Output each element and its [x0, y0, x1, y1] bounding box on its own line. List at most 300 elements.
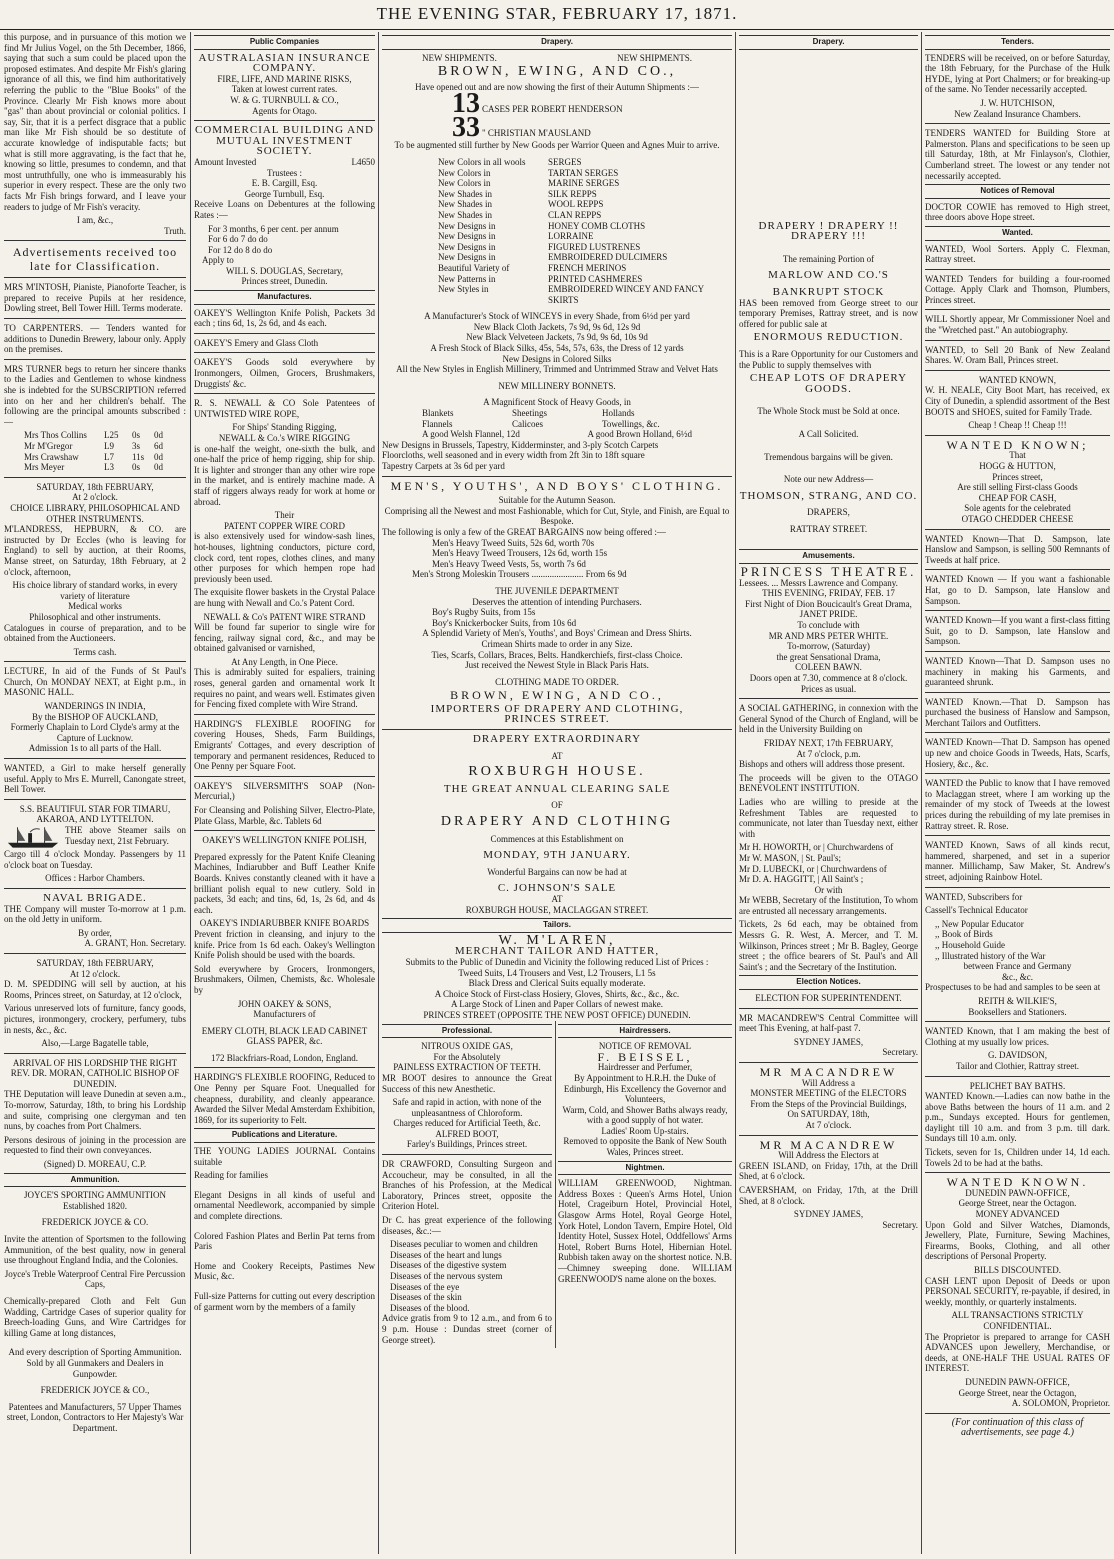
- newall-their: Their: [274, 510, 295, 521]
- column-rule: [190, 32, 191, 1554]
- heavy-goods-row: [382, 408, 732, 419]
- subscription-row: Mrs Meyer L3 0s 0d: [24, 462, 163, 473]
- society-secretary: WILL S. DOUGLAS, Secretary,: [225, 265, 344, 276]
- column-4: [739, 32, 918, 1554]
- australasian-title: AUSTRALASIAN INSURANCE COMPANY.: [198, 51, 371, 75]
- section-heading: Advertisements received too late for Classification.: [12, 245, 178, 274]
- auction-terms: Terms cash.: [73, 646, 117, 657]
- roxburgh-address: ROXBURGH HOUSE, MACLAGGAN STREET.: [465, 904, 649, 915]
- secretary-title: Secretary.: [882, 1047, 918, 1058]
- letter-signature: Truth.: [164, 225, 186, 236]
- building-society-title: COMMERCIAL BUILDING AND: [194, 124, 375, 137]
- continuation-note: (For continuation of this class of advertisements, see page 4.): [951, 1416, 1084, 1439]
- or-with: Or with: [814, 884, 843, 895]
- floorcloths-line: Floorcloths, well seasoned and in every width from 2ft 3in to 18ft square: [382, 450, 645, 461]
- building-society-title-2: MUTUAL INVESTMENT SOCIETY.: [216, 134, 353, 158]
- ladies-journal-line: Full-size Patterns for cutting out every description of garment worn by the members of a family: [194, 1290, 375, 1312]
- cheap-lots: CHEAP LOTS OF DRAPERY GOODS.: [749, 372, 908, 395]
- fabric-row: New Shades in CLAN REPPS: [438, 209, 602, 220]
- silks-line: New Designs in Colored Silks: [502, 353, 612, 364]
- boot-name: ALFRED BOOT,: [435, 1128, 499, 1139]
- naval-brigade-signature: A. GRANT, Hon. Secretary.: [84, 938, 186, 949]
- saws-recut: WANTED Known, Saws of all kinds recut, hammered, sharpened, and set in a superior manner. Millichamp, Saw Maker, St. Andrew's street, adjoining Rainbow Hotel.: [925, 840, 1110, 882]
- money-advanced: MONEY ADVANCED: [975, 1209, 1060, 1220]
- section-heading: Tenders.: [925, 35, 1110, 50]
- sampson-hat: WANTED Known — If you want a fashionable Hat, go to D. Sampson, late Hanslow and Sampson.: [925, 574, 1110, 606]
- diseases-list: [382, 1239, 552, 1313]
- theatre-prices: Prices as usual.: [800, 683, 857, 694]
- rate-line: For 3 months, 6 per cent. per annum: [208, 223, 339, 234]
- trustee: George Turnbull, Esq.: [244, 188, 325, 199]
- will-address: Will Address a: [801, 1077, 856, 1088]
- australasian-agents-for: Agents for Otago.: [252, 105, 317, 116]
- disease-item: Diseases of the nervous system: [390, 1271, 503, 1281]
- column-rule: [735, 32, 736, 1554]
- naval-brigade-order: By order,: [78, 927, 112, 938]
- wellington-polish-text: Prepared expressly for the Patent Knife Cleaning Machines, Indiarubber and Buff Leather Knife Boards. Knives constantly cleaned with it have a brilliant polish equal to new cutlery. Sold in packets, 3d each; and tins, 6d, 1s, 2s 6d, and 4s each.: [194, 851, 375, 915]
- boot-address: Farley's Buildings, Princes street.: [406, 1139, 528, 1150]
- churchwarden-line: Mr H. HOWORTH, or | Churchwardens of: [739, 842, 894, 853]
- sale-date: MONDAY, 9TH JANUARY.: [483, 849, 631, 862]
- sampson-remnants: WANTED Known—That D. Sampson, late Hanslow and Sampson, is selling 500 Remnants of Tweeds at half price.: [925, 533, 1110, 565]
- joyce-text: Invite the attention of Sportsmen to the following Ammunition, of the best quality, now in general use throughout England India, and the Colonies.: [4, 1234, 186, 1266]
- autobiography: WILL Shortly appear, Mr Commissioner Noel and the "Wretched past." An autobiography.: [925, 314, 1110, 336]
- fabric-row: New Designs in FIGURED LUSTRENES: [438, 241, 641, 252]
- auction-text: M'LANDRESS, HEPBURN, & CO. are instructed by Dr Eccles (who is leaving for England) to sell by auction, at their Rooms, Manse street, on Saturday, 18th February, at 2 o'clock, afternoon,: [4, 524, 186, 577]
- brown-ewing-footer: BROWN, EWING, AND CO.,: [450, 688, 664, 703]
- tender-hulk: TENDERS will be received, on or before Saturday, the 18th February, for the Purchase of the Hulk HYDE, lying at Port Chalmers; or for breaking-up of the same. No Tender necessarily accepted.: [925, 52, 1110, 95]
- cowie-removal: DOCTOR COWIE has removed to High street, three doors above Hope street.: [925, 201, 1110, 223]
- australasian-risks: FIRE, LIFE, AND MARINE RISKS,: [217, 73, 352, 84]
- auction-note: Catalogues in course of preparation, and to be obtained from the Auctioneers.: [4, 622, 186, 644]
- churchwarden-line: Mr D. A. HAGGITT, | All Saint's ;: [739, 874, 864, 885]
- social-gathering-secretary: Mr WEBB, Secretary of the Institution, To whom are entrusted all necessary arrangements.: [739, 895, 918, 916]
- apply-to: Apply to: [202, 255, 234, 266]
- heavy-goods-row: [382, 419, 732, 430]
- naval-brigade-title: NAVAL BRIGADE.: [43, 891, 147, 904]
- johnson-sale: C. JOHNSON'S SALE: [497, 882, 617, 895]
- social-gathering-text: A SOCIAL GATHERING, in connexion with the General Synod of the Church of England, will be held in the University Building on: [739, 703, 918, 735]
- mlaren-trade: MERCHANT TAILOR AND HATTER,: [454, 945, 660, 958]
- greenwood-text: WILLIAM GREENWOOD, Nightman. Address Boxes : Queen's Arms Hotel, Union Hotel, Crageiburn Hotel, Provincial Hotel, Glasgow Arms Hotel, Royal George Hotel, York Hotel, London Tavern, Empire Hotel, Old Identity Hotel, Sussex Hotel, Oddfellows' Arms Hotel, Robert Burns Hotel, Hibernian Hotel. Rubbish taken away on the shortest notice. N.B.—Chimney sweeping done. WILLIAM GREENWOOD'S name alone on the boxes.: [558, 1178, 732, 1284]
- cheap-line: Cheap ! Cheap !! Cheap !!!: [968, 420, 1067, 431]
- theatre-evening: THIS EVENING, FRIDAY, FEB. 17: [762, 588, 895, 599]
- millinery-line: All the New Styles in English Millinery, Trimmed and Untrimmed Straw and Velvet Hats: [396, 364, 718, 375]
- crawford-diseases-intro: Dr C. has great experience of the following diseases, &c.:—: [382, 1215, 552, 1236]
- wanted-known-title-3: WANTED KNOWN.: [946, 1175, 1089, 1190]
- sampson-business: WANTED Known.—That D. Sampson has purchased the business of Hanslow and Sampson, Merchant Tailors and Outfitters.: [925, 696, 1110, 728]
- naval-brigade-text: THE Company will muster To-morrow at 1 p.m. on the old Jetty in uniform.: [4, 903, 186, 925]
- oakey-knife-polish: OAKEY'S Wellington Knife Polish, Packets 3d each ; tins 6d, 1s, 2s 6d, and 4s each.: [194, 307, 375, 329]
- column-1: [4, 32, 186, 1554]
- disease-item: Diseases of the digestive system: [390, 1260, 507, 1271]
- knife-boards-title: OAKEY'S INDIARUBBER KNIFE BOARDS: [199, 918, 370, 929]
- bargains-intro: The following is only a few of the GREAT BARGAINS now being offered :—: [382, 526, 666, 537]
- beissel-title: F. BEISSEL,: [597, 1049, 693, 1064]
- fabric-row: New Designs in HONEY COMB CLOTHS: [438, 220, 646, 231]
- newall-cord-title: PATENT COPPER WIRE CORD: [223, 520, 346, 531]
- wellington-polish-title: OAKEY'S WELLINGTON KNIFE POLISH,: [202, 835, 367, 846]
- educator-etc: &c., &c.: [1002, 971, 1033, 982]
- heavy-goods-item: Calicoes: [512, 418, 543, 429]
- mlaren-line: Black Dress and Clerical Suits equally moderate.: [468, 978, 646, 989]
- brown-ewing-street: PRINCES STREET.: [504, 713, 610, 726]
- fabric-row: New Shades in WOOL REPPS: [438, 199, 604, 210]
- bills-discounted: BILLS DISCOUNTED.: [974, 1265, 1061, 1275]
- column-rule: [921, 32, 922, 1554]
- address-electors: Will Address the Electors at: [778, 1150, 879, 1161]
- ties-line: Ties, Scarfs, Collars, Braces, Belts. Handkerchiefs, first-class Choice.: [431, 649, 683, 660]
- newall-espaliers: This is admirably suited for espaliers, training roses, general garden and ornamental work It requires no paint, and wears well. Estimates given for Fencing fixed complete with Wire Strand.: [194, 667, 375, 710]
- auction-time: At 2 o'clock.: [72, 492, 118, 503]
- newall-strand-text: Will be found far superior to single wire for fencing, railway signal cord, &c., and may be obtained galvanised or varnished,: [194, 622, 375, 654]
- fabric-row: New Colors in TARTAN SERGES: [438, 167, 619, 178]
- section-heading: Wanted.: [925, 226, 1110, 241]
- davidson-clothing: WANTED Known, that I am making the best of Clothing at my usually low prices.: [925, 1026, 1110, 1047]
- reith-wilkie: REITH & WILKIE'S,: [978, 995, 1057, 1006]
- fabric-row: Beautiful Variety of FRENCH MERINOS: [438, 262, 627, 273]
- proprietor-note: The Proprietor is prepared to arrange for CASH ADVANCES upon Jewellery, Merchandise, or deeds, at ONE-HALF THE USUAL RATES OF INTEREST.: [925, 1331, 1110, 1374]
- fabric-row: New Designs in LORRAINE: [438, 231, 594, 242]
- at-label: AT: [551, 894, 563, 904]
- wanted-cottage: WANTED Tenders for building a four-roomed Cottage. Apply Clark and Thomson, Plumbers, Princes street.: [925, 273, 1110, 305]
- section-heading: Drapery.: [382, 35, 732, 50]
- mlaren-prices: Tweed Suits, L4 Trousers and Vest, L2 Trousers, L1 5s: [458, 967, 656, 978]
- column-3: [382, 32, 732, 1554]
- ladies-journal-line: Home and Cookery Receipts, Pastimes New Music, &c.: [194, 1260, 375, 1282]
- section-heading: Drapery.: [739, 35, 918, 50]
- wanted-known-title-2: WANTED KNOWN;: [946, 437, 1089, 452]
- opportunity-text: This is a Rare Opportunity for our Customers and the Public to supply themselves with: [739, 348, 918, 370]
- joyce-wadding: Chemically-prepared Cloth and Felt Gun Wadding, Cartridge Cases of superior quality for Breech-loading Guns, and Wire Cartridges for killing Game at long distances,: [4, 1295, 186, 1338]
- drapers: DRAPERS,: [807, 507, 850, 518]
- bank-shares: WANTED, to Sell 20 Bank of New Zealand Shares. W. Oram Ball, Princes street.: [925, 344, 1110, 366]
- crawford-hours: Advice gratis from 9 to 12 a.m., and from 6 to 9 p.m. House : Dundas street (corner of George street).: [382, 1313, 552, 1345]
- beissel-ladies: Ladies' Room Up-stairs.: [601, 1125, 689, 1136]
- column-2: [194, 32, 375, 1554]
- hh-that: That: [1009, 450, 1026, 461]
- lecture-speaker-detail: Formerly Chaplain to Lord Clyde's army at the Capture of Lucknow.: [10, 722, 180, 743]
- tender-store: TENDERS WANTED for Building Store at Palmerston. Plans and specifications to be seen up till Saturday, 18th, at Mr Finlayson's, Clothier, Cumberland street. The lowest or any tender not necessarily accepted.: [925, 128, 1110, 181]
- confidential: ALL TRANSACTIONS STRICTLY CONFIDENTIAL.: [951, 1310, 1084, 1331]
- made-to-order: CLOTHING MADE TO ORDER.: [495, 676, 619, 687]
- mlaren-line: A Large Stock of Linen and Paper Collars of newest make.: [450, 999, 664, 1010]
- churchwarden-line: Mr D. LUBECKI, or | Churchwardens of: [739, 863, 887, 874]
- juvenile-item: Boy's Knickerbocker Suits, from 10s 6d: [432, 617, 577, 628]
- social-gathering-proceeds: The proceeds will be given to the OTAGO BENEVOLENT INSTITUTION.: [739, 772, 918, 794]
- social-gathering-bishops: Bishops and others will address those present.: [739, 759, 905, 770]
- new-shipments-row: NEW SHIPMENTS. NEW SHIPMENTS.: [422, 52, 692, 63]
- meeting-time: At 7 o'clock.: [805, 1119, 852, 1130]
- advert-turner: MRS TURNER begs to return her sincere thanks to the Ladies and Gentlemen to whose kindness she is indebted for the SUBSCRIPTION referred into on her and her children's behalf. The following are the principal amounts subscribed :—: [4, 363, 186, 427]
- hogg-hutton: HOGG & HUTTON,: [979, 461, 1056, 471]
- arrival-signature: (Signed) D. MOREAU, C.P.: [43, 1159, 147, 1170]
- juvenile-item: Boy's Rugby Suits, from 15s: [432, 607, 536, 618]
- section-heading: Hairdressers.: [558, 1024, 732, 1039]
- spedding-date: SATURDAY, 18th FEBRUARY,: [36, 957, 154, 968]
- joyce-firm: FREDERICK JOYCE & CO.: [41, 1217, 149, 1228]
- macandrew-title-2: MR MACANDREW: [759, 1137, 898, 1152]
- pawn-office-footer: DUNEDIN PAWN-OFFICE,: [965, 1376, 1070, 1387]
- boot-charges: Charges reduced for Artificial Teeth, &c.: [393, 1118, 541, 1129]
- disease-item: Diseases of the blood.: [390, 1302, 470, 1313]
- caversham: CAVERSHAM, on Friday, 17th, at the Drill Shed, at 8 o'clock.: [739, 1184, 918, 1206]
- subscription-list: [4, 430, 186, 472]
- carpets-line: New Designs in Brussels, Tapestry, Kidderminster, and 3-ply Scotch Carpets: [382, 439, 659, 450]
- trustees-label: Trustees :: [267, 167, 302, 178]
- section-heading: Publications and Literature.: [194, 1128, 375, 1143]
- drapery-clothing-title: DRAPERY AND CLOTHING: [440, 814, 674, 830]
- spedding-text: D. M. SPEDDING will sell by auction, at his Rooms, Princes street, on Saturday, at 12 o'clock,: [4, 979, 186, 1000]
- brown-ewing-title: BROWN, EWING, AND CO.,: [437, 64, 677, 80]
- ladies-journal-title: THE YOUNG LADIES JOURNAL Contains suitable: [194, 1146, 375, 1167]
- professional-column: [382, 1021, 556, 1349]
- thomson-strang: THOMSON, STRANG, AND CO.: [739, 489, 918, 502]
- cash-lent: CASH LENT upon Deposit of Deeds or upon PERSONAL SECURITY, re-payable, if desired, in weekly, monthly, or quarterly instalments.: [925, 1275, 1110, 1307]
- removal-notice: NOTICE OF REMOVAL: [598, 1041, 692, 1052]
- auction-title: CHOICE LIBRARY, PHILOSOPHICAL AND OTHER INSTRUMENTS.: [10, 502, 180, 524]
- remaining-portion: The remaining Portion of: [782, 253, 875, 264]
- of-label: OF: [551, 800, 563, 811]
- hh-agents: Sole agents for the celebrated: [964, 503, 1071, 514]
- heavy-goods-item: Sheetings: [512, 408, 547, 419]
- heavy-goods-title: A Magnificent Stock of Heavy Goods, in: [483, 397, 631, 408]
- boot-text-2: Safe and rapid in action, with none of the unpleasantness of Chloroform.: [392, 1097, 542, 1118]
- drapery-shout: DRAPERY ! DRAPERY !! DRAPERY !!!: [758, 219, 899, 243]
- wanted-wool-sorters: WANTED, Wool Sorters. Apply C. Flexman, Rattray street.: [925, 243, 1110, 265]
- joyce-caps: Joyce's Treble Waterproof Central Fire Percussion Caps,: [4, 1268, 186, 1290]
- disease-item: Diseases of the eye: [390, 1281, 460, 1292]
- subscription-row: Mrs Crawshaw L7 11s 0d: [24, 451, 163, 462]
- social-gathering-tickets: Tickets, 2s 6d each, may be obtained from Messrs G. R. West, A. Mercer, and T. M. Wilkinson, Princes street ; Mr B. Bagley, George street ; the office bearers of St. Paul's and All Saint's ; and the Secretary of the Institution.: [739, 919, 918, 972]
- section-heading: Manufactures.: [194, 290, 375, 305]
- tapestry-line: Tapestry Carpets at 3s 6d per yard: [382, 461, 505, 471]
- lecture-speaker: By the BISHOP OF AUCKLAND,: [32, 711, 158, 722]
- booksellers: Booksellers and Stationers.: [968, 1006, 1067, 1017]
- educator-item: ,, Household Guide: [935, 939, 1005, 950]
- australasian-rates: Taken at lowest current rates.: [231, 84, 338, 95]
- social-gathering-date: FRIDAY NEXT, 17th FEBRUARY,: [763, 737, 894, 748]
- spedding-items: Various unreserved lots of furniture, fancy goods, pictures, ironmongery, crockery, perfumery, tubs in nests, &c., &c.: [4, 1003, 186, 1035]
- steamer-text: THE above Steamer sails on Tuesday next, 21st February.: [4, 825, 186, 846]
- juvenile-title: THE JUVENILE DEPARTMENT: [495, 585, 619, 596]
- society-address: Princes street, Dunedin.: [241, 276, 328, 287]
- advert-wanted-girl: WANTED, a Girl to make herself generally useful. Apply to Mrs E. Murrell, Canongate street, Bell Tower.: [4, 763, 186, 795]
- cases-row: 13 CASES PER ROBERT HENDERSON: [452, 88, 623, 120]
- brown-ewing-importers: IMPORTERS OF DRAPERY AND CLOTHING,: [430, 702, 684, 715]
- trustee: E. B. Cargill, Esq.: [251, 178, 318, 189]
- disease-item: Diseases of the skin: [390, 1292, 462, 1303]
- arrival-text: THE Deputation will leave Dunedin at seven a.m., To-morrow, Saturday, 18th, to bring his Lordship and suite, comprising one clergyman and ten nuns, by coaches from Port Chalmers.: [4, 1089, 186, 1132]
- clothing-text: Comprising all the Newest and most Fashionable, which for Cut, Style, and Finish, are Equal to Bespoke.: [384, 505, 730, 527]
- theatre-coleen: COLEEN BAWN.: [795, 662, 862, 673]
- theatre-second: MR AND MRS PETER WHITE.: [768, 630, 889, 641]
- auction-date: SATURDAY, 18th FEBRUARY,: [36, 481, 154, 492]
- subscription-row: Mrs Thos Collins L25 0s 0d: [24, 430, 163, 441]
- jackets-line: New Black Cloth Jackets, 7s 9d, 9s 6d, 12s 9d: [473, 321, 641, 332]
- joyce-title: JOYCE'S SPORTING AMMUNITION Established 1820.: [23, 1190, 167, 1211]
- oakey-soap-text: For Cleansing and Polishing Silver, Electro-Plate, Plate Glass, Marble, &c. Tablets 6d: [194, 805, 375, 826]
- mlaren-line: A Choice Stock of First-class Hosiery, Gloves, Shirts, &c., &c., &c.: [434, 988, 680, 999]
- disease-item: Diseases peculiar to women and children: [390, 1239, 538, 1250]
- joyce-sold: And every description of Sporting Ammunition. Sold by all Gunmakers and Dealers in Gunpowder.: [8, 1347, 182, 1379]
- gas-title: NITROUS OXIDE GAS,: [421, 1041, 513, 1052]
- clothing-season: Suitable for the Autumn Season.: [498, 495, 616, 506]
- harding-roofing-2: HARDING'S FLEXIBLE ROOFING, Reduced to One Penny per Square Foot. Unequalled for cheapness, durability, and cleanly appearance. Awarded the Silver Medal Amsterdam Exhibition, 1869, for its superiority to Felt.: [194, 1072, 375, 1125]
- bargain-item: Men's Heavy Tweed Vests, 5s, worth 7s 6d: [432, 558, 586, 569]
- secretary-name: SYDNEY JAMES,: [793, 1036, 864, 1047]
- auction-item: His choice library of standard works, in every variety of literature: [12, 580, 178, 601]
- secretary-name: SYDNEY JAMES,: [793, 1209, 864, 1220]
- oakey-goods: OAKEY'S Goods sold everywhere by Ironmongers, Oilmen, Grocers, Brushmakers, Druggists' &c.: [194, 357, 375, 389]
- sampson-machinery: WANTED Known—That D. Sampson uses no machinery in making his Garments, and guaranteed shrunk.: [925, 655, 1110, 688]
- fabric-row: New Designs in EMBROIDERED DULCIMERS: [438, 252, 668, 263]
- educator-item: Cassell's Technical Educator: [925, 905, 1028, 916]
- section-heading: Professional.: [382, 1024, 552, 1039]
- green-island: GREEN ISLAND, on Friday, 17th, at the Drill Shed, at 6 o'clock.: [739, 1160, 918, 1182]
- advert-mcintosh: MRS M'INTOSH, Pianiste, Pianoforte Teacher, is prepared to receive Pupils at her residence, Dowling street, Bell Tower Hill. Terms moderate.: [4, 282, 186, 314]
- auction-item: Philosophical and other instruments.: [29, 611, 161, 622]
- steamship-icon: [4, 825, 62, 849]
- theatre-first-night: First Night of Dion Boucicault's Great Drama,: [745, 598, 912, 609]
- subscribers-wanted: WANTED, Subscribers for: [925, 891, 1023, 902]
- baths-text: WANTED Known.—Ladies can now bathe in the above Baths between the hours of 11 a.m. and 2 p.m., Sundays excepted. Hours for gentlemen, daylight till 10 a.m. and from 3 p.m. till dark. Sundays till 10 a.m. only.: [925, 1091, 1110, 1144]
- hh-cheese: OTAGO CHEDDER CHEESE: [961, 513, 1074, 524]
- lecture-admission: Admission 1s to all parts of the Hall.: [28, 743, 162, 754]
- tender-name: J. W. HUTCHISON,: [980, 97, 1055, 108]
- ladies-journal-line: Reading for families: [194, 1170, 268, 1181]
- removed-text: HAS been removed from George street to our temporary Premises, Rattray street, and is now offered for public sale at: [739, 297, 918, 329]
- theatre-title: PRINCESS THEATRE.: [740, 564, 917, 580]
- amount-invested-row: Amount Invested L4650: [194, 156, 375, 167]
- rate-line: For 12 do 8 do do: [208, 244, 273, 255]
- meeting-location: From the Steps of the Provincial Buildings,: [750, 1098, 907, 1109]
- ladies-journal-line: Elegant Designs in all kinds of useful and ornamental Needlework, accompanied by simple and complete directions.: [194, 1189, 375, 1221]
- section-heading: Amusements.: [739, 549, 918, 564]
- theatre-doors: Doors open at 7.30, commence at 8 o'clock.: [749, 673, 908, 683]
- clearing-sale-title: THE GREAT ANNUAL CLEARING SALE: [443, 782, 671, 795]
- rose-removed: WANTED the Public to know that I have removed to Maclaggan street, where I am working up the remainder of my stock of Tweeds at the lowest prices during the rebuilding of my late premises in Rattray street. R. Rose.: [925, 778, 1110, 831]
- macandrew-committee: MR MACANDREW'S Central Committee will meet This Evening, at half-past 7.: [739, 1012, 918, 1034]
- prospectuses: Prospectuses to be had and samples to be seen at: [925, 982, 1101, 993]
- spedding-also: Also,—Large Bagatelle table,: [41, 1038, 149, 1049]
- column-5: [925, 32, 1110, 1554]
- proprietor-name: A. SOLOMON, Proprietor.: [1011, 1398, 1110, 1409]
- newall-cord-text: is also extensively used for window-sash lines, hot-houses, lightning conductors, picture cord, clock cord, tent ropes, clothes clines, and many other purposes for which hempen rope had previously been used.: [194, 531, 375, 584]
- hh-street: Princes street,: [992, 471, 1043, 482]
- boot-text: MR BOOT desires to announce the Great Success of this new Anesthetic.: [382, 1072, 552, 1094]
- steamer-cargo: Cargo till 4 o'clock Monday. Passengers by 11 o'clock boat on Tuesday.: [4, 849, 186, 870]
- hairdressers-column: [558, 1021, 732, 1349]
- jackets-line: New Black Velveteen Jackets, 7s 9d, 9s 6d, 10s 9d: [466, 332, 648, 343]
- bonnets-title: NEW MILLINERY BONNETS.: [498, 380, 616, 391]
- hh-goods: Are still selling First-class Goods: [957, 482, 1078, 493]
- joyce-address: Patentees and Manufacturers, 57 Upper Thames street, London, Contractors to Her Majesty's War Department.: [6, 1401, 184, 1433]
- davidson-name: G. DAVIDSON,: [987, 1050, 1048, 1061]
- auction-item: Medical works: [68, 601, 122, 612]
- lecture-notice: LECTURE, In aid of the Funds of St Paul's Church, On MONDAY NEXT, at Eight p.m., in MASONIC HALL.: [4, 666, 186, 698]
- bankrupt-stock: BANKRUPT STOCK: [772, 285, 885, 298]
- section-heading: Nightmen.: [558, 1161, 732, 1176]
- sampson-suit: WANTED Known—If you want a first-class fitting Suit, go to D. Sampson, late Hanslow and Sampson.: [925, 615, 1110, 647]
- fabric-row: New Patterns in PRINTED CASHMERES: [438, 273, 643, 284]
- oakey-emery-cloth: OAKEY'S Emery and Glass Cloth: [194, 337, 319, 348]
- wanted-known-title: WANTED KNOWN,: [979, 374, 1056, 385]
- bargains-label: Wonderful Bargains can now be had at: [487, 866, 627, 877]
- clothing-title: MEN'S, YOUTHS', AND BOYS' CLOTHING.: [390, 478, 724, 493]
- oakey-address: 172 Blackfriars-Road, London, England.: [211, 1052, 358, 1063]
- ladies-journal-line: Colored Fashion Plates and Berlin Pat terns from Paris: [194, 1230, 375, 1252]
- arrival-title: ARRIVAL OF HIS LORDSHIP THE RIGHT REV. DR. MORAN, CATHOLIC BISHOP OF DUNEDIN.: [10, 1057, 180, 1089]
- newall-strand-title: NEWALL & Co's PATENT WIRE STRAND: [203, 611, 366, 622]
- oakey-firm: JOHN OAKEY & SONS,: [237, 998, 332, 1009]
- heavy-goods-item: Blankets: [422, 408, 454, 419]
- letter-signoff: I am, &c.,: [76, 215, 114, 226]
- tender-address: New Zealand Insurance Chambers.: [954, 108, 1081, 119]
- knife-boards-text: Prevent friction in cleansing, and injury to the knife. Price from 1s 6d each. Oakey's Wellington Knife Polish should be used with the boards.: [194, 928, 375, 961]
- shirts-line: Crimean Shirts made to order in any Size.: [481, 638, 633, 649]
- whole-stock: The Whole Stock must be Sold at once.: [757, 406, 900, 417]
- oakey-soap-title: OAKEY'S SILVERSMITH'S SOAP (Non-Mercurial,): [194, 780, 375, 802]
- marlow-name: MARLOW AND CO.'S: [768, 269, 889, 282]
- commences-label: Commences at this Establishment on: [490, 833, 624, 844]
- educator-item: ,, Illustrated history of the War: [935, 950, 1046, 961]
- mlaren-address: PRINCES STREET (OPPOSITE THE NEW POST OFFICE) DUNEDIN.: [423, 1009, 691, 1020]
- juvenile-note: Deserves the attention of intending Purchasers.: [472, 596, 642, 607]
- hats-line: Just received the Newest Style in Black Paris Hats.: [465, 660, 649, 671]
- subscription-row: Mr M'Gregor L9 3s 6d: [24, 441, 163, 451]
- knife-boards-sold: Sold everywhere by Grocers, Ironmongers, Brushmakers, Oilmen, Chemists, &c. Wholesale by: [194, 963, 375, 995]
- heavy-goods-item: Hollands: [602, 408, 635, 419]
- mlaren-text: Submits to the Public of Dunedin and Vicinity the following reduced List of Prices :: [405, 956, 709, 967]
- brown-ewing-intro: Have opened out and are now showing the first of their Autumn Shipments :—: [415, 81, 699, 92]
- election-title: ELECTION FOR SUPERINTENDENT.: [755, 993, 902, 1004]
- heavy-goods-item: Towellings, &c.: [602, 418, 660, 429]
- theatre-play: JANET PRIDE.: [799, 609, 858, 620]
- fabric-row: New Styles in EMBROIDERED WINCEY AND FANCY SKIRTS: [438, 284, 704, 305]
- pawn-address: George Street, near the Octagon.: [958, 1198, 1077, 1209]
- bargain-item: Men's Heavy Tweed Suits, 52s 6d, worth 70s: [432, 537, 595, 548]
- australasian-agents: W. & G. TURNBULL & CO.,: [230, 94, 339, 105]
- beissel-removed: Removed to opposite the Bank of New South Wales, Princes street.: [563, 1136, 727, 1158]
- social-gathering-time: At 7 o'clock, p.m.: [796, 748, 861, 759]
- neale-boots: W. H. NEALE, City Boot Mart, has received, ex City of Dunedin, a splendid assortment of the Best BOOTS and SHOES, suited for Family Trade.: [925, 385, 1110, 417]
- theatre-tomorrow: To-morrow, (Saturday): [787, 641, 870, 652]
- social-gathering-ladies: Ladies who are willing to preside at the Refreshment Tables are requested to communicate, not later than Tuesday next, either with: [739, 796, 918, 839]
- call-solicited: A Call Solicited.: [798, 428, 859, 439]
- beissel-baths: Warm, Cold, and Shower Baths always ready, with a good supply of hot water.: [562, 1104, 728, 1126]
- newall-title: R. S. NEWALL & CO Sole Patentees of UNTWISTED WIRE ROPE,: [194, 398, 375, 419]
- steamer-title: S.S. BEAUTIFUL STAR FOR TIMARU, AKAROA, AND LYTTELTON.: [19, 803, 171, 825]
- lecture-title: WANDERINGS IN INDIA,: [44, 701, 146, 712]
- gas-extraction: PAINLESS EXTRACTION OF TEETH.: [393, 1062, 541, 1073]
- fabric-row: New Shades in SILK REPPS: [438, 188, 597, 199]
- mlaren-title: W. M'LAREN,: [498, 932, 616, 948]
- macandrew-title: MR MACANDREW: [759, 1065, 898, 1079]
- masthead: THE EVENING STAR, FEBRUARY 17, 1871.: [0, 4, 1114, 30]
- fabric-row: New Colors in MARINE SERGES: [438, 178, 620, 189]
- advert-carpenters: TO CARPENTERS. — Tenders wanted for additions to Dunedin Brewery, labour only. Apply on the premises.: [4, 323, 186, 355]
- newall-crystal-palace: The exquisite flower baskets in the Crystal Palace are hung with Newall and Co.'s Patent Cord.: [194, 587, 375, 608]
- educator-item: between France and Germany: [963, 961, 1072, 972]
- oakey-manufacturers: Manufacturers of: [253, 1009, 316, 1020]
- meeting-date: On SATURDAY, 18th,: [787, 1109, 870, 1120]
- theatre-conclude: To conclude with: [797, 620, 860, 631]
- section-heading: Public Companies: [194, 35, 375, 50]
- steamer-offices: Offices : Harbor Chambers.: [45, 873, 145, 884]
- rate-line: For 6 do 7 do do: [208, 234, 268, 245]
- loans-text: Receive Loans on Debentures at the following Rates :—: [194, 199, 375, 220]
